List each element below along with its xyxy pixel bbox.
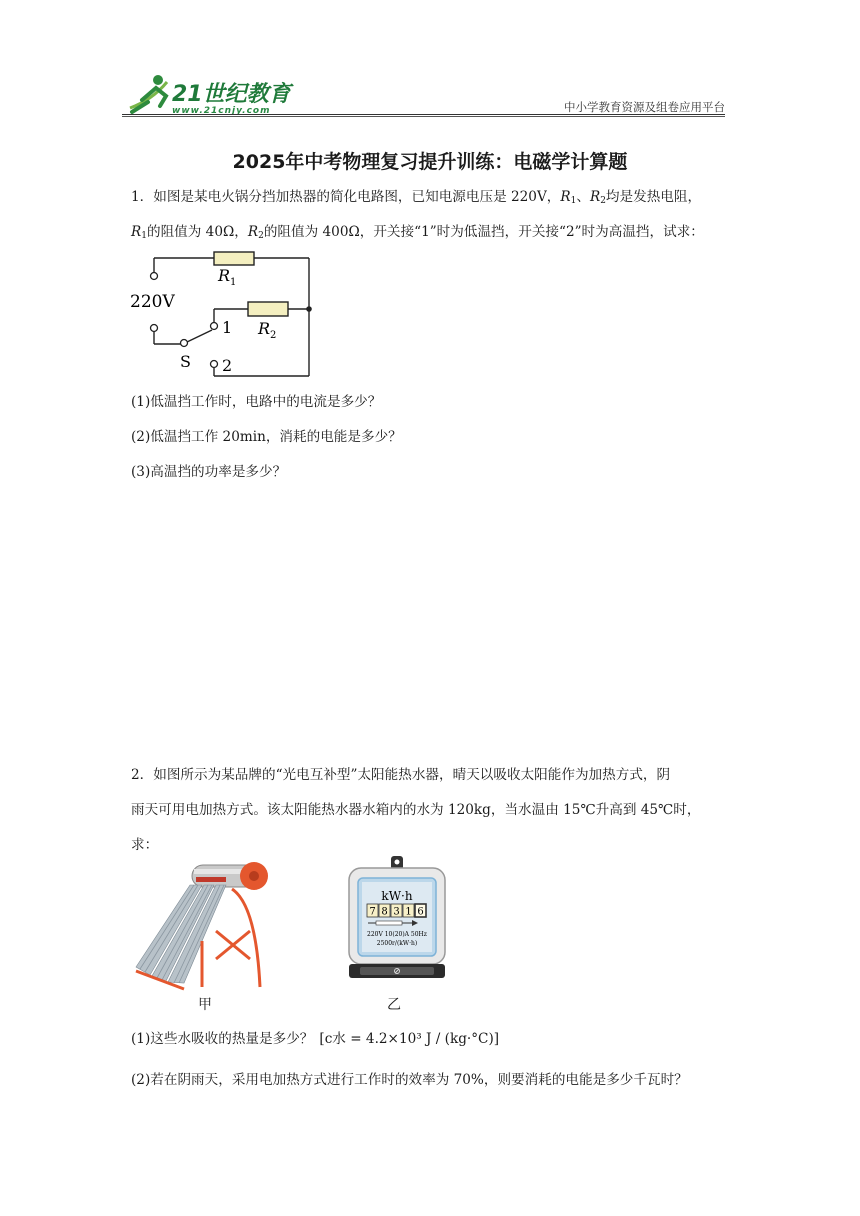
meter-digit: 3	[393, 906, 400, 918]
voltage-label: 220V	[130, 292, 175, 312]
q1-sub2: (2)低温挡工作 20min，消耗的电能是多少？	[131, 429, 402, 445]
meter-spec1: 220V 10(20)A 50Hz	[367, 931, 427, 938]
solar-heater-image	[132, 855, 272, 995]
q1-line2: $R_1$的阻值为 40Ω，$R_2$的阻值为 400Ω，开关接“1”时为低温挡，开关接“2”时为高温挡，试求：	[131, 224, 704, 241]
platform-label: 中小学教育资源及组卷应用平台	[564, 100, 725, 114]
q2-line3: 求：	[131, 837, 159, 853]
figure-a-label: 甲	[198, 997, 212, 1013]
meter-digit: 8	[381, 906, 388, 918]
q2-sub1: (1)这些水吸收的热量是多少？ [c水 = 4.2×10³ J / (kg·°C)]	[131, 1031, 500, 1047]
specific-heat-formula: [c水 = 4.2×10³ J / (kg·°C)]	[319, 1031, 500, 1047]
pos1-label: 1	[222, 318, 233, 337]
q2-sub2: (2)若在阴雨天，采用电加热方式进行工作时的效率为 70%，则要消耗的电能是多少千瓦时？	[131, 1072, 688, 1088]
meter-digit: 1	[405, 906, 412, 918]
switch-label: S	[180, 352, 191, 371]
meter-unit: kW·h	[381, 889, 413, 903]
meter-digit: 6	[417, 906, 424, 918]
logo-url: www.21cnjy.com	[172, 106, 271, 116]
header-divider	[122, 114, 725, 115]
r1-resistor	[214, 252, 254, 265]
pos2-label: 2	[222, 356, 233, 375]
q2-line1: 2．如图所示为某品牌的“光电互补型”太阳能热水器，晴天以吸收太阳能作为加热方式，阴	[131, 767, 671, 783]
circuit-diagram	[128, 248, 328, 388]
q1-sub3: (3)高温挡的功率是多少？	[131, 464, 287, 480]
meter-digits	[367, 904, 426, 918]
meter-spec2: 2500r/(kW·h)	[376, 940, 418, 947]
r1-label: $R_1$	[218, 266, 237, 288]
q1-sub1: (1)低温挡工作时，电路中的电流是多少？	[131, 394, 382, 410]
r2-resistor	[248, 302, 288, 316]
header-divider-thin	[122, 116, 725, 117]
logo-text: 21世纪教育	[172, 82, 291, 107]
page-title: 2025年中考物理复习提升训练：电磁学计算题	[232, 151, 628, 173]
r2-label: $R_2$	[258, 319, 277, 341]
q2-line2: 雨天可用电加热方式。该太阳能热水器水箱内的水为 120kg，当水温由 15℃升高到 45℃时，	[131, 802, 701, 818]
meter-digit: 7	[369, 906, 376, 918]
q1-line1: 1．如图是某电火锅分挡加热器的简化电路图，已知电源电压是 220V，$R_1$、$R_2$均是发热电阻，	[131, 189, 702, 206]
electric-meter-image	[346, 856, 448, 980]
figure-b-label: 乙	[387, 997, 401, 1013]
